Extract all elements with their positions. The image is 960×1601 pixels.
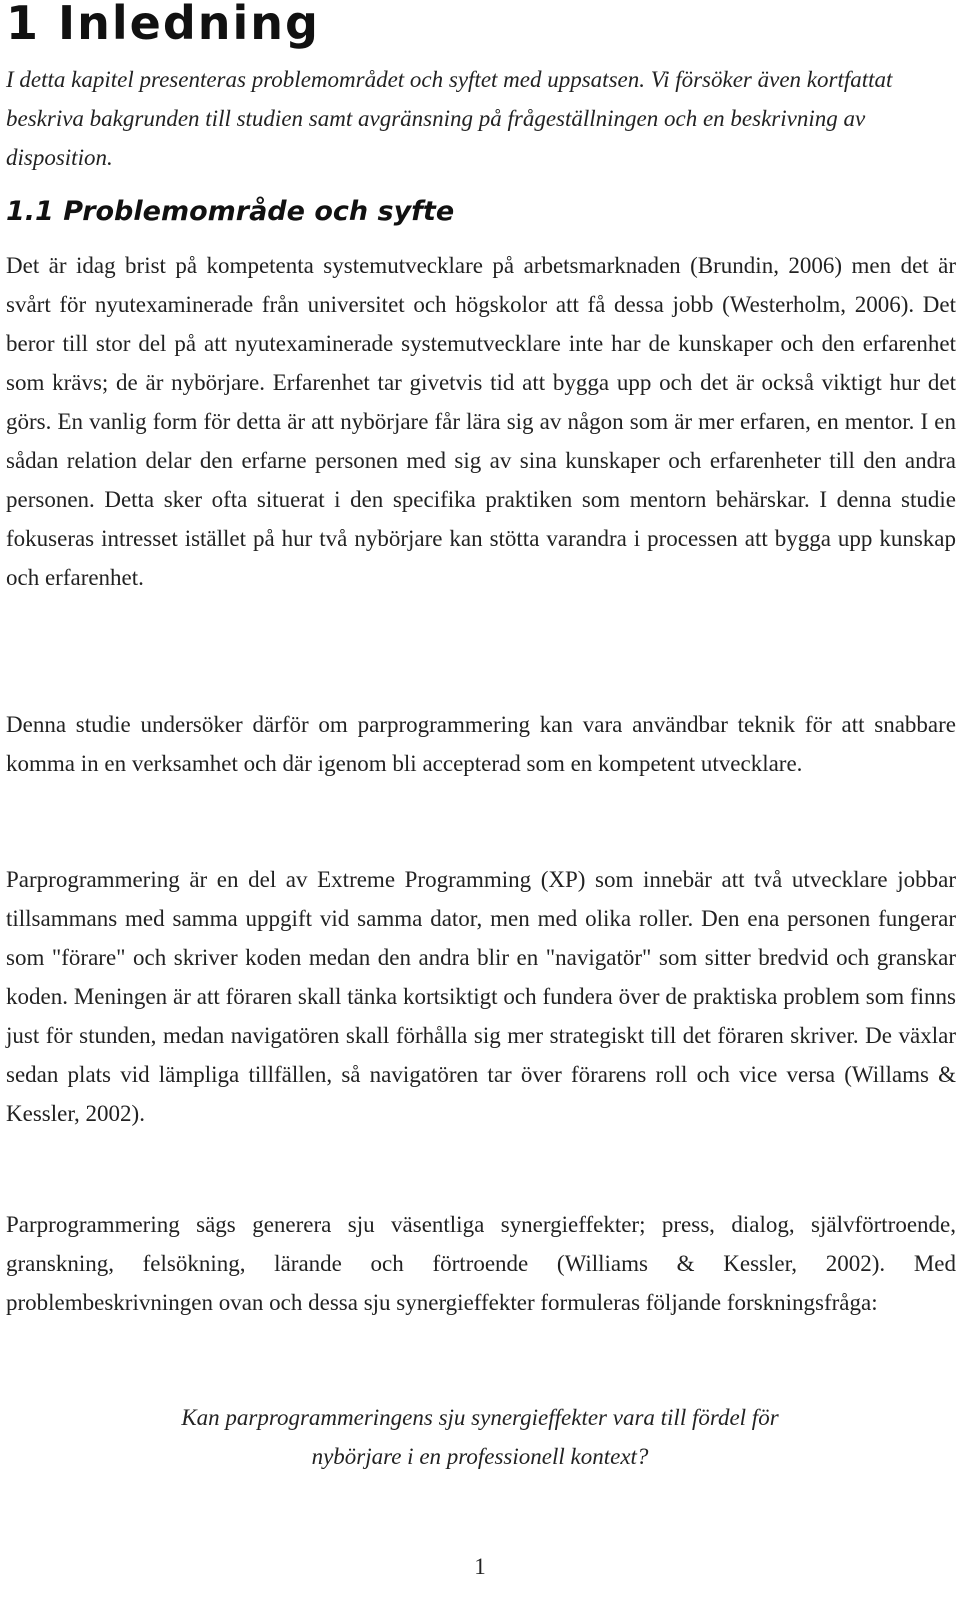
research-question-line: Kan parprogrammeringens sju synergieffekter vara till fördel för bbox=[181, 1405, 779, 1430]
body-paragraph: Parprogrammering sägs generera sju väsentliga synergieffekter; press, dialog, självförtroende, granskning, felsökning, lärande och förtroende (Williams & Kessler, 2002). Med problembeskrivningen ovan och dessa sju synergieffekter formuleras följande forskningsfråga: bbox=[6, 1212, 956, 1315]
body-paragraph: Det är idag brist på kompetenta systemutvecklare på arbetsmarknaden (Brundin, 2006) men det är svårt för nyutexaminerade från universitet och högskolor att få dessa jobb (Westerholm, 2006). Det beror till stor del på att nyutexaminerade systemutvecklare inte har de kunskaper och den erfarenhet som krävs; de är nybörjare. Erfarenhet tar givetvis tid att bygga upp och det är också viktigt hur det görs. En vanlig form för detta är att nybörjare får lära sig av någon som är mer erfaren, en mentor. I en sådan relation delar den erfarne personen med sig av sina kunskaper och erfarenheter till den andra personen. Detta sker ofta situerat i den specifika praktiken som mentorn behärskar. I denna studie fokuseras intresset istället på hur två nybörjare kan stötta varandra i processen att bygga upp kunskap och erfarenhet. bbox=[6, 253, 956, 590]
body-paragraph: Denna studie undersöker därför om parprogrammering kan vara användbar teknik för att snabbare komma in en verksamhet och där igenom bli accepterad som en kompetent utvecklare. bbox=[6, 712, 956, 776]
body-paragraph: Parprogrammering är en del av Extreme Programming (XP) som innebär att två utvecklare jobbar tillsammans med samma uppgift vid samma dator, men med olika roller. Den ena personen fungerar som "förare" och skriver koden medan den andra blir en "navigatör" som sitter bredvid och granskar koden. Meningen är att föraren skall tänka kortsiktigt och fundera över de praktiska problem som finns just för stunden, medan navigatören skall förhålla sig mer strategiskt till det föraren skriver. De växlar sedan plats vid lämpliga tillfällen, så navigatören tar över förarens roll och vice versa (Willams & Kessler, 2002). bbox=[6, 867, 956, 1126]
chapter-heading: 1 Inledning bbox=[6, 0, 320, 50]
research-question bbox=[0, 1398, 960, 1476]
section-heading: 1.1 Problemområde och syfte bbox=[6, 196, 455, 227]
chapter-intro: I detta kapitel presenteras problemområdet och syftet med uppsatsen. Vi försöker även kortfattat beskriva bakgrunden till studien samt avgränsning på frågeställningen och en beskrivning av disposition. bbox=[6, 67, 893, 170]
research-question-line: nybörjare i en professionell kontext? bbox=[311, 1444, 649, 1469]
page-number: 1 bbox=[474, 1554, 486, 1579]
